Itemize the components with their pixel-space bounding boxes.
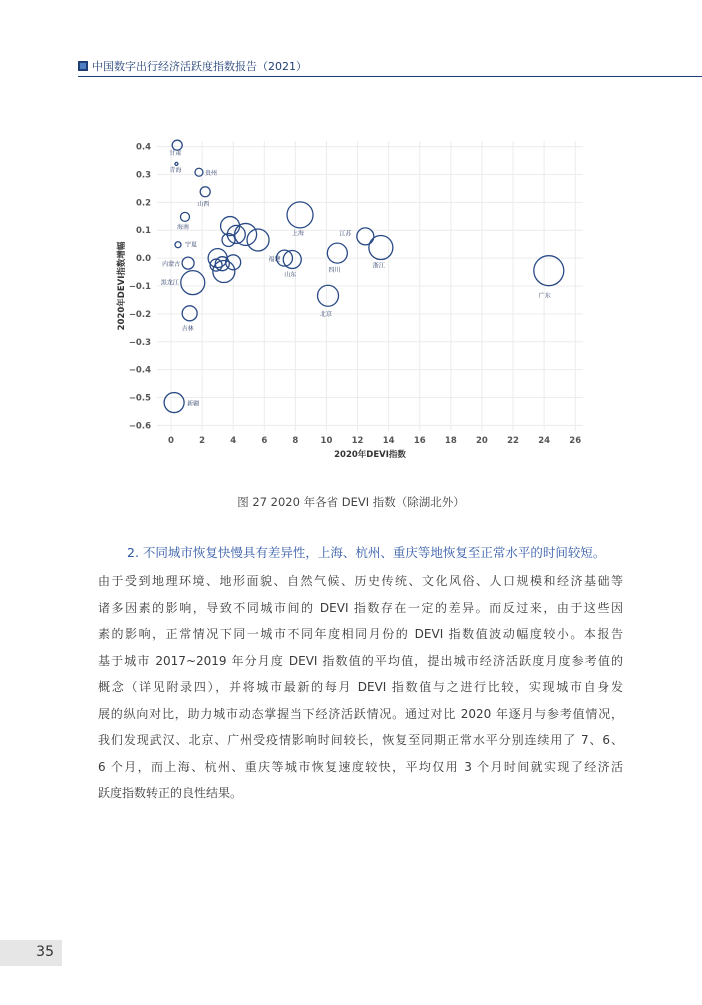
data-point-label: 青海 [169,166,182,174]
x-tick-label: 4 [230,436,237,446]
y-tick-label: 0.0 [135,254,151,265]
x-tick-label: 26 [569,436,582,446]
data-point-label: 北京 [320,310,333,318]
x-tick-label: 8 [292,436,299,446]
x-tick-label: 12 [351,436,364,446]
data-point-label: 江苏 [339,230,352,238]
body-line: 素的影响，正常情况下同一城市不同年度相同月份的 DEVI 指数值波动幅度较小。本报告 [98,627,623,641]
x-tick-label: 18 [444,436,457,446]
body-line: 诸多因素的影响，导致不同城市间的 DEVI 指数存在一定的差异。而反过来，由于这些因 [98,600,623,615]
data-point-label: 贵州 [204,170,217,178]
report-logo-icon [78,61,88,71]
x-tick-label: 16 [413,436,426,446]
y-tick-label: 0.1 [135,226,151,237]
x-tick-label: 10 [320,436,333,446]
body-line: 我们发现武汉、北京、广州受疫情影响时间较长，恢复至同期正常水平分别连续用了 7、6、 [98,733,623,747]
report-title: 中国数字出行经济活跃度指数报告（2021） [92,60,307,73]
data-point-label: 浙江 [372,262,385,270]
data-point-label: 福建 [268,256,281,264]
page-number-tab [0,940,62,966]
x-tick-label: 2 [199,436,206,446]
section-heading: 2. 不同城市恢复快慢具有差异性，上海、杭州、重庆等地恢复至正常水平的时间较短。 [127,545,606,560]
y-axis-label: 2020年DEVI指数增幅 [117,241,127,331]
scatter-chart [115,133,590,463]
y-tick-label: 0.2 [135,198,151,209]
page-number: 35 [36,944,54,960]
x-tick-label: 22 [507,436,519,446]
y-tick-label: −0.1 [128,282,151,292]
x-tick-label: 0 [168,436,174,446]
y-tick-label: −0.4 [128,365,151,376]
body-line: 展的纵向对比，助力城市动态掌握当下经济活跃情况。通过对比 2020 年逐月与参考值情况， [98,706,623,721]
report-header [78,58,702,77]
y-tick-label: 0.3 [135,170,151,181]
body-paragraph [98,568,623,807]
data-point-label: 宁夏 [184,241,198,249]
body-line: 基于城市 2017~2019 年分月度 DEVI 指数值的平均值，提出城市经济活跃度月度参考值的 [98,653,623,668]
data-point-label: 海南 [176,223,190,231]
y-tick-label: 0.4 [135,142,151,153]
x-tick-label: 6 [261,436,268,446]
x-tick-label: 14 [382,436,395,446]
x-tick-label: 20 [476,436,488,446]
body-line: 跃度指数转正的良性结果。 [98,786,243,800]
data-point-label: 新疆 [187,400,200,408]
data-point-label: 内蒙古 [162,261,181,269]
data-point-label: 山西 [197,200,210,208]
data-point-label: 吉林 [181,325,194,333]
figure-caption: 图 27 2020 年各省 DEVI 指数（除湖北外） [237,495,465,509]
y-tick-label: −0.5 [128,393,151,404]
y-tick-label: −0.6 [128,421,151,432]
data-point-label: 上海 [292,229,305,237]
y-tick-label: −0.2 [128,309,151,320]
body-line: 6 个月，而上海、杭州、重庆等城市恢复速度较快，平均仅用 3 个月时间就实现了经济活 [98,759,623,774]
data-point-label: 广东 [538,292,551,300]
x-axis-label: 2020年DEVI指数 [334,450,406,460]
body-line: 概念（详见附录四），并将城市最新的每月 DEVI 指数值与之进行比较，实现城市自身发 [98,680,623,694]
body-line: 由于受到地理环境、地形面貌、自然气候、历史传统、文化风俗、人口规模和经济基础等 [98,574,623,588]
data-point-label: 四川 [328,267,341,275]
scatter-chart-svg [115,133,590,463]
data-point-label: 黑龙江 [160,279,179,287]
y-tick-label: −0.3 [128,337,151,348]
data-point-label: 山东 [284,271,297,279]
data-point-label: 甘肃 [169,150,182,158]
x-tick-label: 24 [538,436,551,446]
